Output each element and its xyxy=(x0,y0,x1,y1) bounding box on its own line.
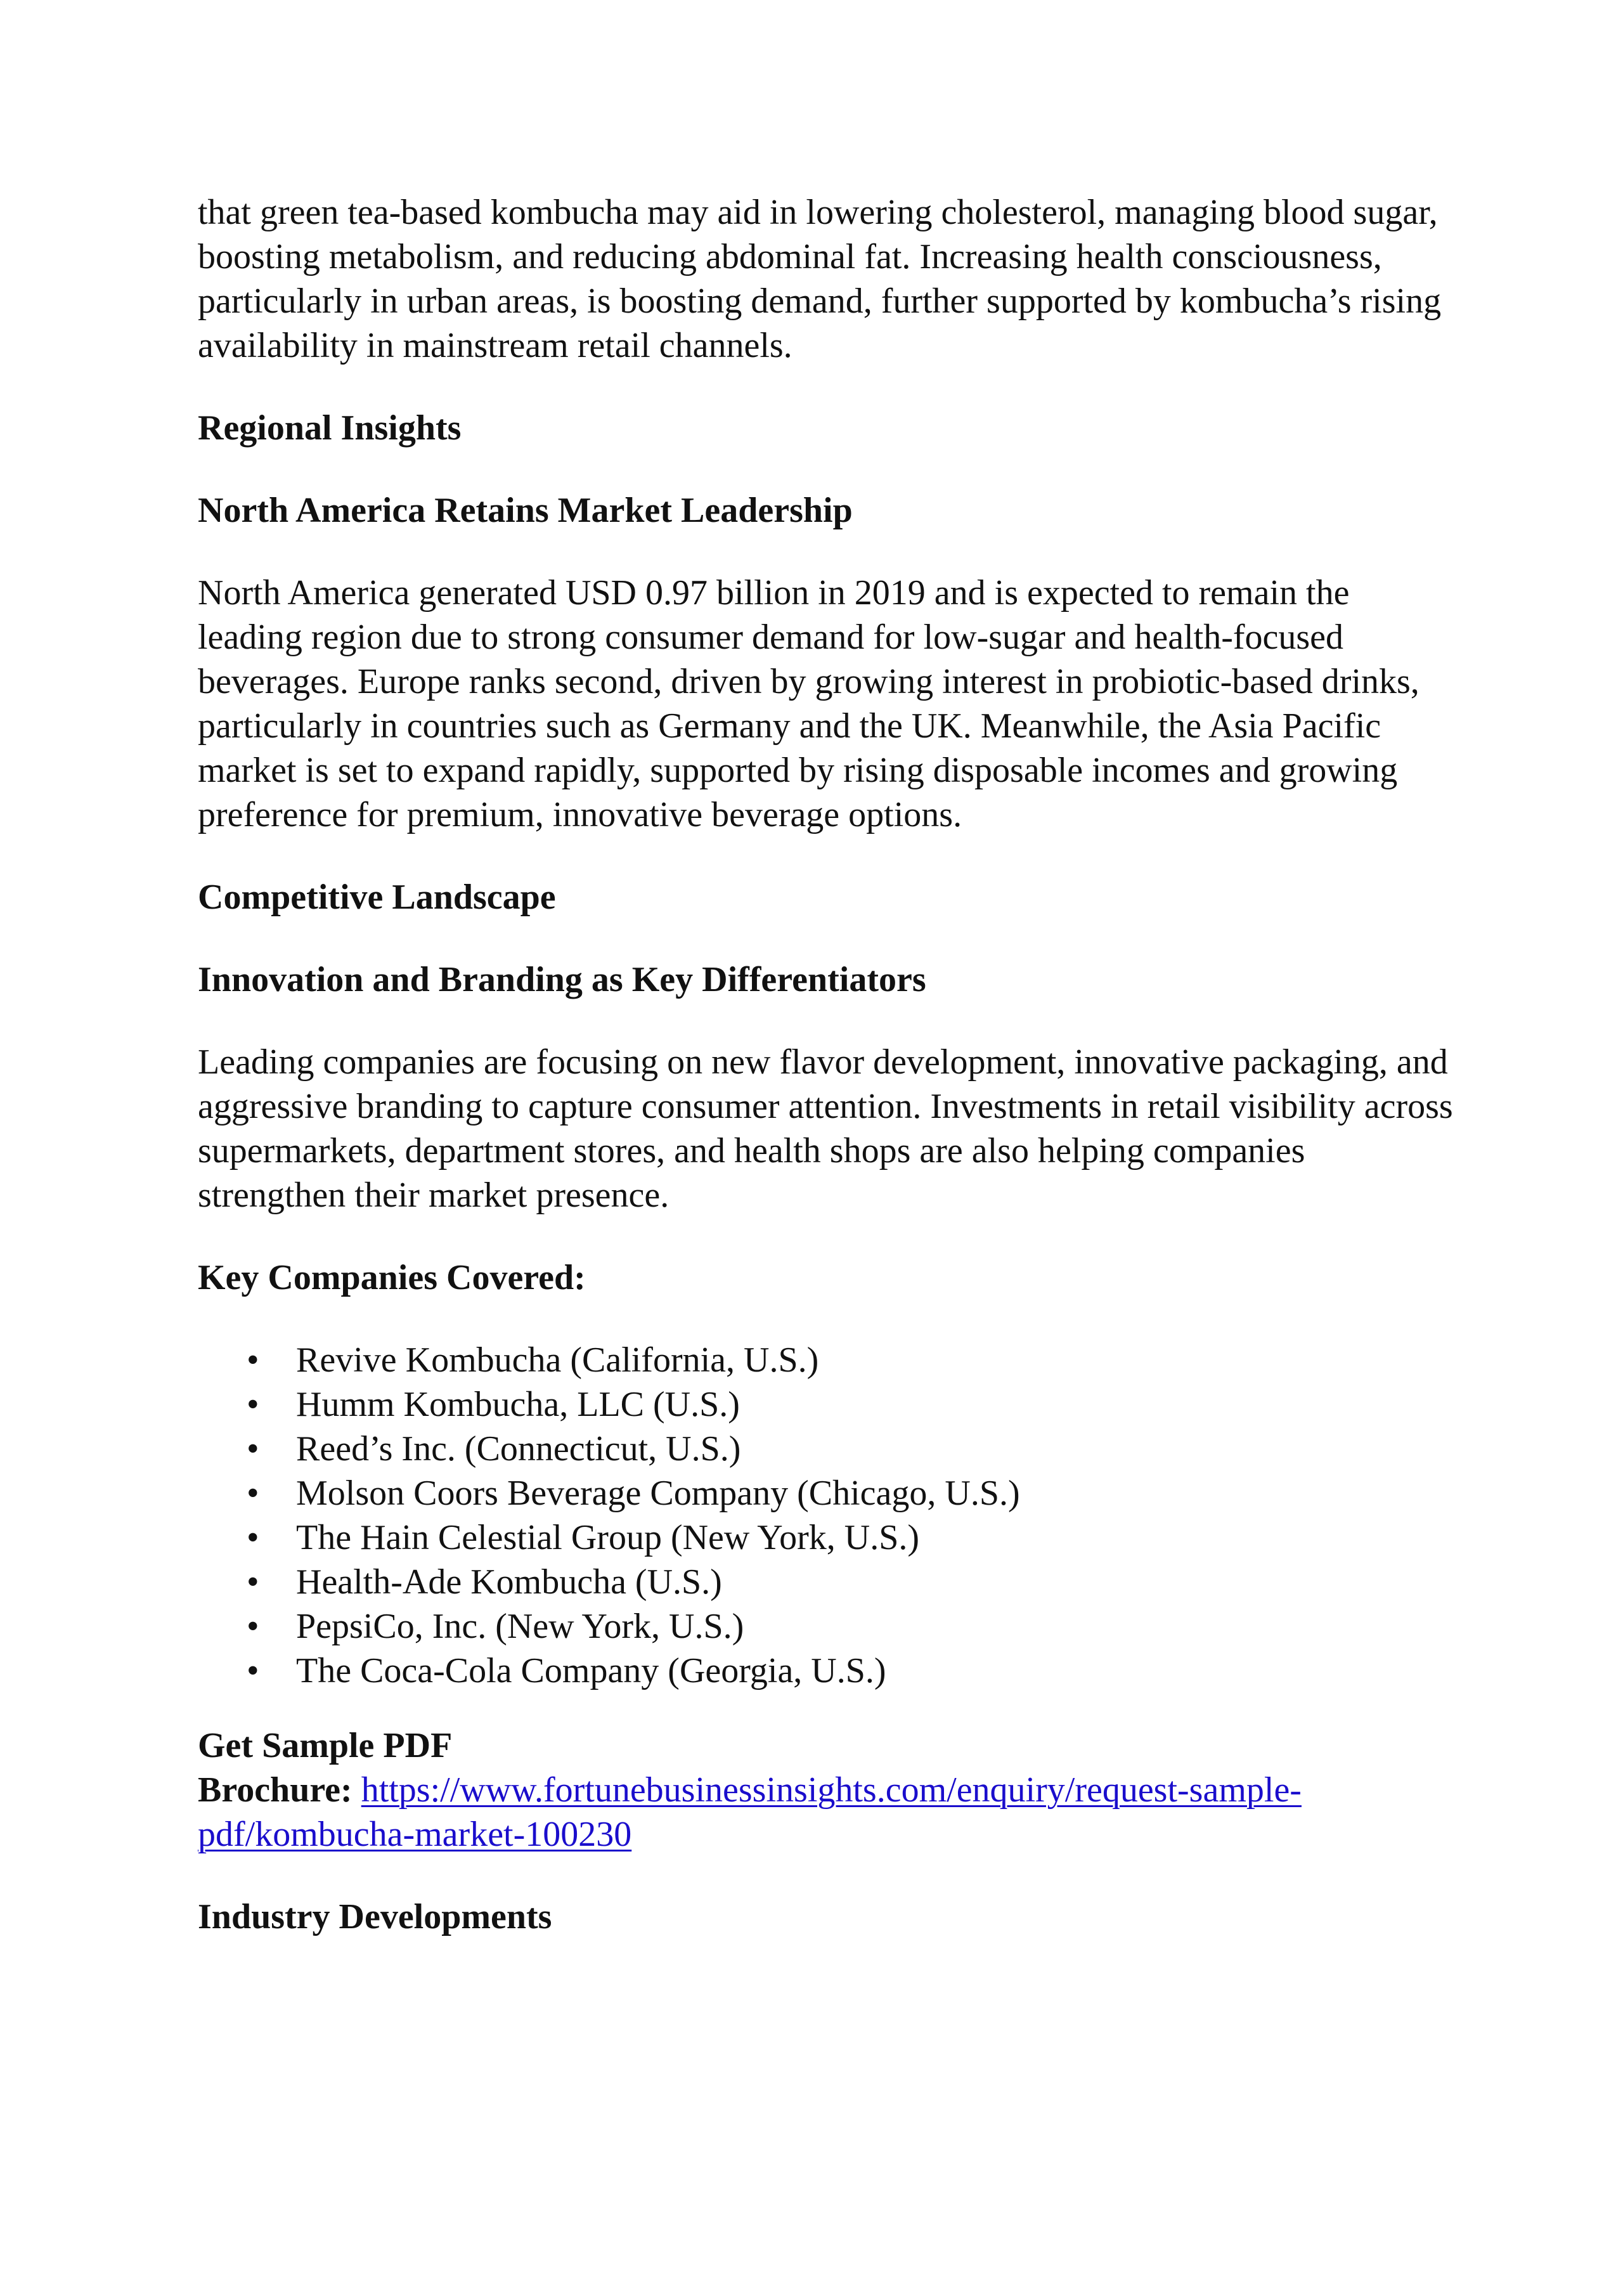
company-name: PepsiCo, Inc. (New York, U.S.) xyxy=(296,1607,744,1646)
competitive-landscape-heading: Competitive Landscape xyxy=(198,878,556,917)
list-item xyxy=(198,1338,1459,1382)
bullet-icon: • xyxy=(247,1429,259,1469)
list-item xyxy=(198,1604,1459,1649)
bullet-icon: • xyxy=(247,1562,259,1602)
bullet-icon: • xyxy=(247,1651,259,1690)
brochure-label: Brochure: xyxy=(198,1770,352,1810)
list-item xyxy=(198,1649,1459,1693)
competitive-paragraph: Leading companies are focusing on new flavor development, innovative packaging, and aggressive branding to capture consumer attention. Investments in retail visibility across supermarkets, department stores, and health shops are also helping companies strengthen their market presence. xyxy=(198,1042,1453,1215)
brochure-line xyxy=(198,1768,1459,1857)
bullet-icon: • xyxy=(247,1607,259,1646)
list-item xyxy=(198,1560,1459,1604)
north-america-subheading: North America Retains Market Leadership xyxy=(198,491,853,530)
company-name: Humm Kombucha, LLC (U.S.) xyxy=(296,1385,740,1424)
bullet-icon: • xyxy=(247,1385,259,1424)
company-name: The Coca-Cola Company (Georgia, U.S.) xyxy=(296,1651,886,1690)
industry-developments-heading: Industry Developments xyxy=(198,1897,552,1936)
key-companies-heading: Key Companies Covered: xyxy=(198,1258,586,1297)
bullet-icon: • xyxy=(247,1474,259,1513)
get-sample-label: Get Sample PDF xyxy=(198,1726,453,1765)
company-name: Health-Ade Kombucha (U.S.) xyxy=(296,1562,722,1602)
company-name: The Hain Celestial Group (New York, U.S.) xyxy=(296,1518,919,1557)
bullet-icon: • xyxy=(247,1518,259,1557)
list-item xyxy=(198,1382,1459,1427)
list-item xyxy=(198,1515,1459,1560)
list-item xyxy=(198,1471,1459,1515)
list-item xyxy=(198,1427,1459,1471)
company-name: Revive Kombucha (California, U.S.) xyxy=(296,1340,819,1380)
intro-paragraph: that green tea-based kombucha may aid in lowering cholesterol, managing blood sugar, boosting metabolism, and reducing abdominal fat. Increasing health consciousness, particularly in urban areas, is boosting demand, further supported by kombucha’s rising availability in mainstream retail channels. xyxy=(198,193,1442,365)
company-list xyxy=(198,1338,1459,1693)
regional-insights-heading: Regional Insights xyxy=(198,408,462,448)
company-name: Molson Coors Beverage Company (Chicago, U.S.) xyxy=(296,1474,1020,1513)
document-body xyxy=(198,190,1459,1977)
regional-paragraph: North America generated USD 0.97 billion in 2019 and is expected to remain the leading region due to strong consumer demand for low-sugar and health-focused beverages. Europe ranks second, driven by growing interest in probiotic-based drinks, particularly in countries such as Germany and the UK. Meanwhile, the Asia Pacific market is set to expand rapidly, supported by rising disposable incomes and growing preference for premium, innovative beverage options. xyxy=(198,573,1419,834)
sample-pdf-link[interactable]: https://www.fortunebusinessinsights.com/enquiry/request-sample-pdf/kombucha-market-100230 xyxy=(198,1770,1302,1854)
sample-brochure-block xyxy=(198,1723,1459,1857)
bullet-icon: • xyxy=(247,1340,259,1380)
innovation-subheading: Innovation and Branding as Key Differentiators xyxy=(198,960,926,999)
company-name: Reed’s Inc. (Connecticut, U.S.) xyxy=(296,1429,741,1469)
